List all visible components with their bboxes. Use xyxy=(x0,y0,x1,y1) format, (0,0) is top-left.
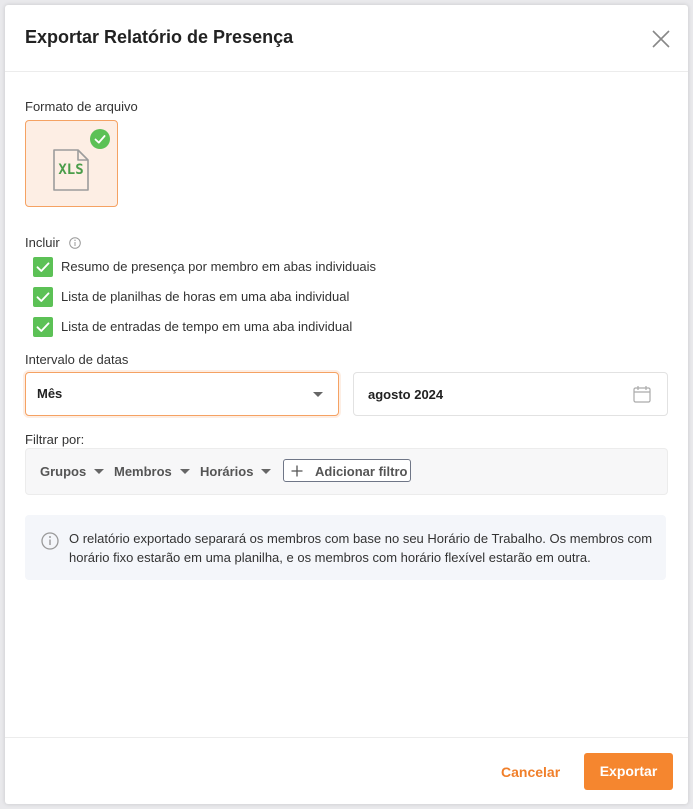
cancel-button[interactable]: Cancelar xyxy=(501,764,561,780)
info-notice xyxy=(25,515,666,580)
checkbox-checked[interactable] xyxy=(33,287,53,307)
add-filter-button[interactable] xyxy=(283,459,411,482)
period-select-value: Mês xyxy=(37,386,63,401)
info-icon xyxy=(41,532,59,555)
filter-groups-label: Grupos xyxy=(40,464,87,479)
info-icon[interactable] xyxy=(69,236,81,248)
export-dialog xyxy=(5,5,688,804)
xls-file-icon xyxy=(52,148,90,197)
dialog-header xyxy=(5,5,688,72)
filter-bar xyxy=(25,448,668,495)
include-option-label: Lista de planilhas de horas em uma aba individual xyxy=(61,289,350,304)
plus-icon xyxy=(291,464,303,482)
filter-members-label: Membros xyxy=(114,464,172,479)
checkbox-checked[interactable] xyxy=(33,317,53,337)
selected-check-icon xyxy=(90,129,110,149)
caret-down-icon xyxy=(94,469,104,474)
caret-down-icon xyxy=(261,469,271,474)
include-option-label: Resumo de presença por membro em abas individuais xyxy=(61,259,377,274)
include-label: Incluir xyxy=(25,235,60,250)
dialog-title: Exportar Relatório de Presença xyxy=(25,27,294,47)
caret-down-icon xyxy=(313,392,323,397)
filter-label: Filtrar por: xyxy=(25,432,85,447)
info-notice-text: O relatório exportado separará os membros com base no seu Horário de Trabalho. Os membros com horário fixo estarão em uma planilha, e os membros com horário flexível estarão em outra. xyxy=(69,531,653,565)
filter-schedules-label: Horários xyxy=(200,464,254,479)
checkbox-checked[interactable] xyxy=(33,257,53,277)
export-button[interactable]: Exportar xyxy=(584,753,673,790)
date-range-label: Intervalo de datas xyxy=(25,352,129,367)
dialog-footer xyxy=(5,737,688,805)
calendar-icon[interactable] xyxy=(632,384,652,409)
date-picker[interactable] xyxy=(353,372,668,416)
filter-groups-dropdown[interactable] xyxy=(40,464,104,479)
format-option-xls[interactable] xyxy=(25,120,118,207)
caret-down-icon xyxy=(180,469,190,474)
close-icon[interactable] xyxy=(651,29,671,49)
period-select[interactable] xyxy=(25,372,339,416)
add-filter-label: Adicionar filtro xyxy=(315,464,408,479)
file-format-label: Formato de arquivo xyxy=(25,99,138,114)
filter-members-dropdown[interactable] xyxy=(114,464,190,479)
xls-label: XLS xyxy=(58,162,84,178)
filter-schedules-dropdown[interactable] xyxy=(200,464,271,479)
include-option-label: Lista de entradas de tempo em uma aba individual xyxy=(61,319,353,334)
date-picker-value: agosto 2024 xyxy=(368,387,444,402)
